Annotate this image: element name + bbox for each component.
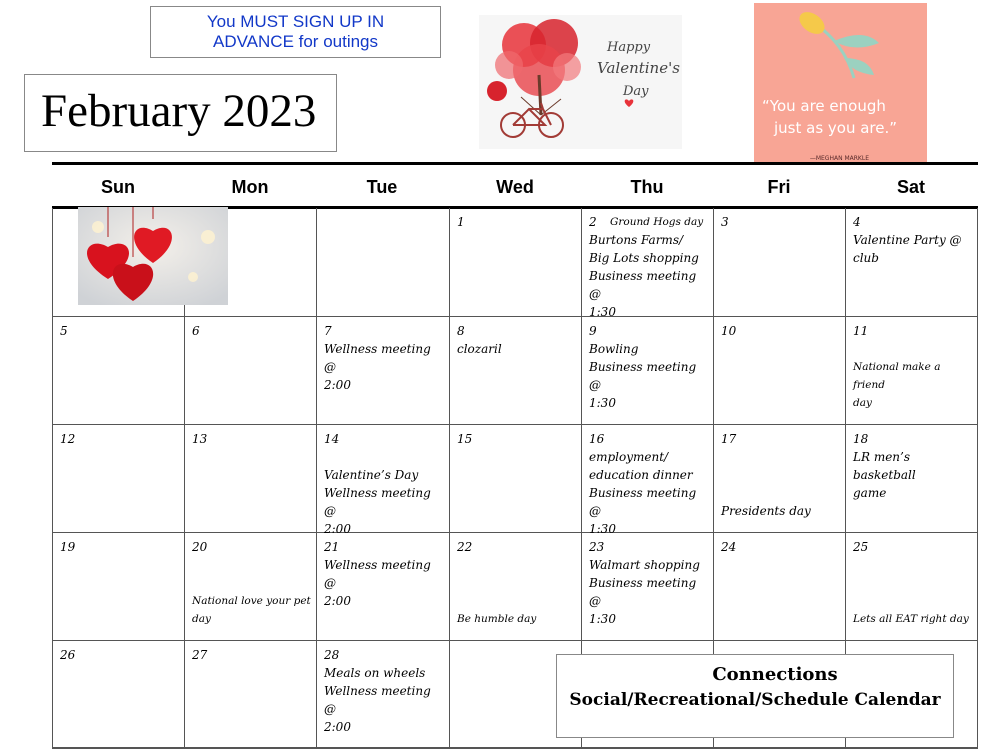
day-cell — [846, 208, 978, 317]
day-number: 15 — [457, 432, 473, 446]
day-cell — [317, 317, 450, 425]
event-line: Bowling — [589, 342, 639, 356]
day-cell — [582, 425, 714, 536]
weekday-sun: Sun — [101, 177, 135, 197]
observance-line: National love your pet — [192, 595, 311, 607]
event-line: Big Lots shopping — [589, 251, 699, 265]
day-cell — [450, 317, 582, 425]
event-line: Valentine Party @ — [853, 233, 962, 247]
day-cell — [53, 641, 185, 748]
event-line: 1:30 — [589, 396, 616, 410]
weekday-tue: Tue — [366, 177, 398, 197]
footer-line2: Social/Recreational/Schedule Calendar — [569, 690, 941, 710]
day-number: 7 — [324, 324, 332, 338]
day-cell — [53, 317, 185, 425]
day-number: 23 — [589, 540, 605, 554]
day-number: 24 — [721, 540, 737, 554]
quote-line1: “You are enough — [762, 97, 886, 115]
event-line: Wellness meeting @ — [324, 486, 431, 518]
event-line: Business meeting @ — [589, 576, 697, 608]
day-cell — [53, 425, 185, 533]
calendar-footer — [556, 654, 954, 738]
event-line: Wellness meeting @ — [324, 684, 431, 716]
day-number: 11 — [853, 324, 869, 338]
day-events — [589, 556, 709, 628]
event-line: club — [853, 251, 879, 265]
day-number: 4 — [853, 215, 861, 229]
day-observance — [192, 592, 312, 628]
signup-notice-line2: ADVANCE for outings — [212, 32, 379, 51]
day-cell — [317, 425, 450, 536]
day-number: 3 — [721, 215, 729, 229]
observance-line: National make a friend — [853, 361, 941, 391]
day-cell — [317, 533, 450, 641]
day-number: 12 — [60, 432, 76, 446]
hanging-hearts-image — [78, 207, 228, 305]
event-line: 2:00 — [324, 522, 351, 536]
header-top-rule — [52, 162, 978, 165]
quote-line2: just as you are.” — [774, 119, 898, 137]
day-cell — [714, 533, 846, 641]
day-number: 9 — [589, 324, 597, 338]
event-line: 1:30 — [589, 612, 616, 626]
day-cell — [846, 425, 978, 533]
day-number: 17 — [721, 432, 737, 446]
event-line: LR men’s basketball — [853, 450, 916, 482]
day-cell — [53, 533, 185, 641]
event-line: 1:30 — [589, 305, 616, 319]
day-cell — [582, 317, 714, 425]
observance-line: Lets all EAT right day — [853, 613, 969, 625]
day-note: Ground Hogs day — [610, 216, 704, 228]
event-line: 2:00 — [324, 594, 351, 608]
weekday-fri: Fri — [767, 177, 791, 197]
event-line: Burtons Farms/ — [589, 233, 684, 247]
month-title-box — [24, 74, 337, 152]
day-number: 14 — [324, 432, 340, 446]
event-line: 1:30 — [589, 522, 616, 536]
event-line: Meals on wheels — [324, 666, 426, 680]
weekday-sat: Sat — [896, 177, 925, 197]
valentine-bicycle-image — [479, 15, 682, 149]
event-line: Business meeting @ — [589, 360, 697, 392]
event-line: Valentine’s Day — [324, 468, 419, 482]
day-cell — [185, 317, 317, 425]
day-cell — [846, 533, 978, 641]
day-events — [589, 448, 709, 538]
day-number: 20 — [192, 540, 208, 554]
val-img-text2: Valentine's — [597, 59, 680, 77]
day-number: 18 — [853, 432, 869, 446]
event-line: Walmart shopping — [589, 558, 700, 572]
weekday-wed: Wed — [496, 177, 534, 197]
event-line: employment/ — [589, 450, 669, 464]
weekday-mon: Mon — [231, 177, 269, 197]
day-number: 26 — [60, 648, 76, 662]
day-observance — [721, 502, 841, 520]
event-line: clozaril — [457, 342, 502, 356]
day-cell — [582, 533, 714, 641]
quote-author: —MEGHAN MARKLE — [809, 155, 869, 162]
event-line: Business meeting @ — [589, 269, 697, 301]
day-number: 1 — [457, 215, 465, 229]
event-line: game — [853, 486, 887, 500]
day-events — [324, 340, 445, 394]
month-title: February 2023 — [41, 85, 317, 137]
day-number: 8 — [457, 324, 465, 338]
val-img-text3: Day — [623, 84, 649, 99]
day-number: 2 — [589, 215, 597, 229]
day-cell — [185, 425, 317, 533]
day-cell — [317, 208, 450, 317]
day-events — [324, 448, 445, 538]
day-cell — [185, 641, 317, 748]
day-events — [853, 231, 973, 267]
day-cell — [450, 425, 582, 533]
signup-notice-line1: You MUST SIGN UP IN — [206, 12, 385, 31]
day-cell — [450, 208, 582, 317]
day-events — [853, 448, 973, 502]
observance-line: Presidents day — [721, 504, 811, 518]
event-line: Wellness meeting @ — [324, 342, 431, 374]
small-heart-icon — [625, 99, 634, 107]
day-cell — [846, 317, 978, 425]
day-number: 25 — [853, 540, 869, 554]
day-cell — [714, 425, 846, 533]
day-number: 22 — [457, 540, 473, 554]
day-cell — [450, 533, 582, 641]
day-events — [324, 664, 445, 736]
event-line: 2:00 — [324, 720, 351, 734]
day-observance — [457, 610, 577, 628]
weekday-thu: Thu — [630, 177, 664, 197]
day-events — [589, 231, 709, 321]
day-number: 28 — [324, 648, 340, 662]
val-img-text1: Happy — [607, 40, 651, 55]
day-cell — [714, 317, 846, 425]
day-number: 10 — [721, 324, 737, 338]
day-events — [457, 340, 577, 358]
day-number: 5 — [60, 324, 68, 338]
day-number: 6 — [192, 324, 200, 338]
quote-text — [762, 95, 924, 139]
day-events — [324, 556, 445, 610]
day-observance — [853, 358, 973, 412]
observance-line: Be humble day — [457, 613, 537, 625]
day-number: 19 — [60, 540, 76, 554]
day-number: 27 — [192, 648, 208, 662]
footer-line1: Connections — [712, 664, 838, 685]
flower-icon — [754, 3, 927, 93]
observance-line: day — [192, 613, 211, 625]
bicycle-icon — [501, 103, 563, 137]
quote-image — [754, 3, 927, 165]
day-cell — [185, 533, 317, 641]
event-line: 2:00 — [324, 378, 351, 392]
event-line: Business meeting @ — [589, 486, 697, 518]
event-line: education dinner — [589, 468, 693, 482]
day-number: 13 — [192, 432, 208, 446]
day-number: 16 — [589, 432, 605, 446]
day-cell — [582, 208, 714, 317]
event-line: Wellness meeting @ — [324, 558, 431, 590]
day-events — [589, 340, 709, 412]
day-number: 21 — [324, 540, 340, 554]
heart-tree-icon — [487, 19, 581, 115]
signup-notice — [150, 6, 441, 58]
event-line — [324, 448, 445, 466]
day-cell — [714, 208, 846, 317]
day-cell — [317, 641, 450, 748]
day-observance — [853, 610, 973, 628]
observance-line: day — [853, 397, 872, 409]
